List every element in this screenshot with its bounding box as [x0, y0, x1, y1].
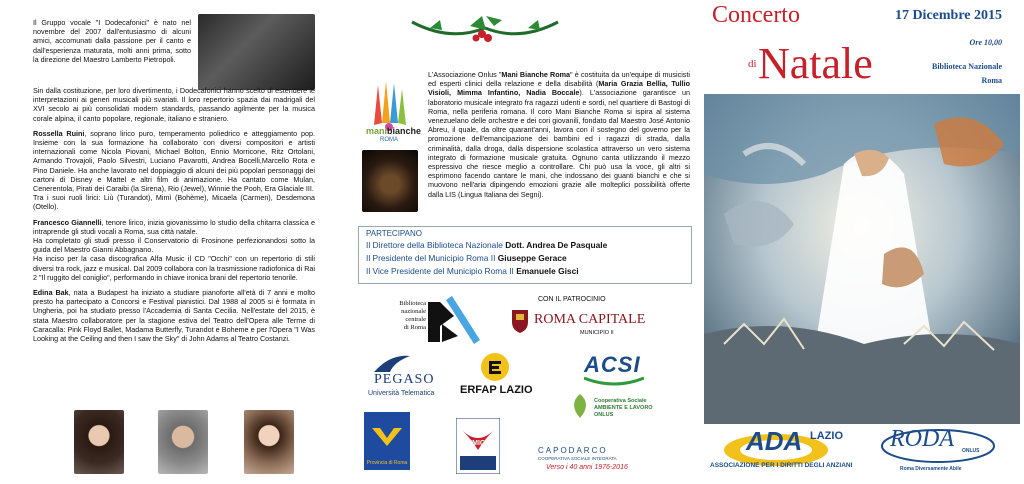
choir-photo — [362, 150, 418, 212]
acsi-text: ACSI — [584, 352, 641, 377]
capodarco-text: CAPODARCO — [538, 446, 608, 455]
biblioteca-logo-text: Biblioteca nazionale centrale di Roma — [399, 300, 426, 331]
acsi-swoosh-icon — [584, 376, 644, 386]
erfap-logo-icon — [480, 352, 510, 382]
association-text: L'Associazione Onlus "Mani Bianche Roma" è costituita da un'equipe di musicisti ed esperti clinici della relazione e della disabilità (Maria Grazia Bellia, Tullio Visioli, Mimma Infantino, Nadia Boccale). L'associazione garantisce un laboratorio musicale integrato fra ragazzi udenti e sordi, nel quartiere di Bastogi di Roma, nella periferia romana. Il coro Mani Bianche Roma si ispira al sistema venezuelano delle orchestre e dei cori giovanili, fondato dal Maestro José Antonio Abreu, il quale, da oltre quarant'anni, lavora con il sostegno del governo per la promozione dell'emancipazione dei bambini ed i ragazzi di strada, dalla criminalità, dalla droga, dalla dispersione scolastica attraverso un vero sistema integrato di formazione musicale gratuita. Ognuno canta utilizzando il mezzo espressivo che riesce meglio a controllare. Chi può usa la voce, gli altri si esprimono facendo cantare le mani, che indossano dei guanti bianchi e che si muovono nell'aria dipingendo emozioni grazie alle molteplici possibilità offerte dalla LIS (Lingua Italiana dei Segni). — [428, 70, 690, 199]
participants-title: PARTECIPANO — [366, 229, 423, 238]
roma-capitale-text: ROMA CAPITALE — [534, 312, 646, 327]
capodarco-sub: COOPERATIVA SOCIALE INTEGRATA — [538, 456, 617, 461]
participant-3: Il Vice Presidente del Municipio Roma II Emanuele Gisci — [366, 266, 579, 276]
title-natale: Natale — [758, 39, 873, 88]
ada-lazio: LAZIO — [810, 430, 843, 442]
erfap-text: ERFAP LAZIO — [460, 384, 533, 396]
capodarco-anni: Verso i 40 anni 1976-2016 — [546, 464, 628, 471]
municipio-text: MUNICIPIO II — [580, 330, 614, 336]
patrocinio-label: CON IL PATROCINIO — [538, 296, 606, 303]
rossella-name: Rossella Ruini — [33, 128, 85, 138]
venue-city: Roma — [981, 76, 1002, 85]
roda-sub: Roma Diversamente Abile — [900, 466, 962, 472]
title-di: di — [748, 58, 757, 70]
biblioteca-logo-icon — [428, 296, 480, 348]
biography-column: Sin dalla costituzione, per loro divertimento, i Dodecafonici hanno scelto di estendere le interpretazioni ai generi musicali più svariati. Il loro repertorio spazia dai madrigali del XVI secolo ai più consolidati modern standards, passando agilmente per la musica corale alpina, il canto popolare, regionale, italiano e straniero. Rossella Ruini, soprano lirico puro, temperamento poliedrico e atteggiamento pop. Insieme con la sua formazione ha collaborato con diversi compositori e artisti internazionali come Nicola Piovani, Michael Bolton, Ennio Morricone, Ritz Ortolani, Armando Trovajoli, Paolo Silvestri, Luciano Pavarotti, Andrea Bocelli,Marcello Rota e Pino Daniele. Ha anche lavorato nel doppiaggio di alcuni dei più popolari personaggi dei cartoni di Disney e Mattel e altri film di animazione. Ha cantato come Mulan, Cenerentola, Pirati dei Caraibi (la Sirena), Rio (Jewel), Winnie the Pooh, Era Glaciale III. Tra i suoi ruoli lirici: Liù (Turandot), Mimì (Bohème), Micaela (Carmen), Desdemona (Otello). Francesco Giannelli, tenore lirico, inizia giovanissimo lo studio della chitarra classica e intraprende gli studi vocali a Roma, sua città natale. Ha completato gli studi presso il Conservatorio di Frosinone perfezionandosi sotto la guida del Maestro Gianni Abbagnano. Ha inciso per la casa discografica Alfa Music il CD "Occhi" con un repertorio di stili diversi tra rock, jazz e musical. Dal 2009 collabora con la trasmissione radiofonica di Rai 2 "Il ruggito del coniglio", performando in chiave ironica brani del repertorio tenorile. Edina Bak, nata a Budapest ha iniziato a studiare pianoforte all'età di 7 anni e molto presto ha partecipato a Concorsi e Festival pianistici. Dal 1988 al 2005 si è formata in Ungheria, poi ha studiato presso l'Accademia di Santa Cecilia. Nell'estate del 2015, è stata Maestro collaboratore per la stagione estiva del Teatro dell'Opera alle Terme di Caracalla: Pink Floyd Ballet, Madama Butterfly, Turandot e Boheme e per l'Opera "I Was Looking at the Ceiling and then I saw the Sky" di John Adams al Teatro Costanzi. — [33, 86, 315, 344]
participant-1: Il Direttore della Biblioteca Nazionale Dott. Andrea De Pasquale — [366, 240, 608, 250]
chagall-painting — [704, 94, 1020, 424]
title-concerto: Concerto — [712, 2, 800, 28]
venue-name: Biblioteca Nazionale — [932, 62, 1002, 71]
francesco-photo — [158, 410, 208, 474]
roda-text: RODA — [890, 426, 954, 452]
ada-sub: ASSOCIAZIONE PER I DIRITTI DEGLI ANZIANI — [710, 462, 853, 469]
mani-bianche-wordmark: manibianche — [366, 126, 422, 136]
roma-capitale-shield-icon — [510, 308, 530, 334]
holly-decoration — [410, 14, 560, 48]
middle-panel — [340, 0, 700, 484]
event-time: Ore 10,00 — [969, 38, 1002, 47]
coop-leaf-icon — [568, 392, 592, 420]
pegaso-wing-icon — [372, 352, 412, 374]
coop-text: Cooperativa Sociale AMBIENTE E LAVORO ONLUS — [594, 398, 653, 418]
anmic-text: ANMIC — [462, 440, 485, 447]
cover-panel — [700, 0, 1024, 484]
event-date: 17 Dicembre 2015 — [894, 8, 1002, 23]
participant-2: Il Presidente del Municipio Roma II Giuseppe Gerace — [366, 253, 567, 263]
edina-name: Edina Bak — [33, 288, 69, 298]
provincia-text: Provincia di Roma — [366, 460, 408, 466]
pegaso-sub: Università Telematica — [368, 390, 435, 397]
pegaso-text: PEGASO — [374, 372, 435, 387]
mani-bianche-sub: ROMA — [380, 137, 398, 143]
roda-onlus: ONLUS — [962, 448, 980, 454]
rossella-photo — [74, 410, 124, 474]
edina-photo — [244, 410, 294, 474]
dodecafonici-text: Il Gruppo vocale "I Dodecafonici" è nato nel novembre del 2007 dall'entusiasmo di alcuni amici, accomunati dalla passione per il canto e dall'esperienza maturata, molti anni prima, sotto la direzione del Maestro Lamberto Pietropoli. — [33, 18, 191, 64]
ada-text: ADA — [746, 426, 803, 456]
left-panel — [0, 0, 340, 484]
band-photo — [198, 14, 315, 90]
francesco-name: Francesco Giannelli — [33, 217, 102, 227]
